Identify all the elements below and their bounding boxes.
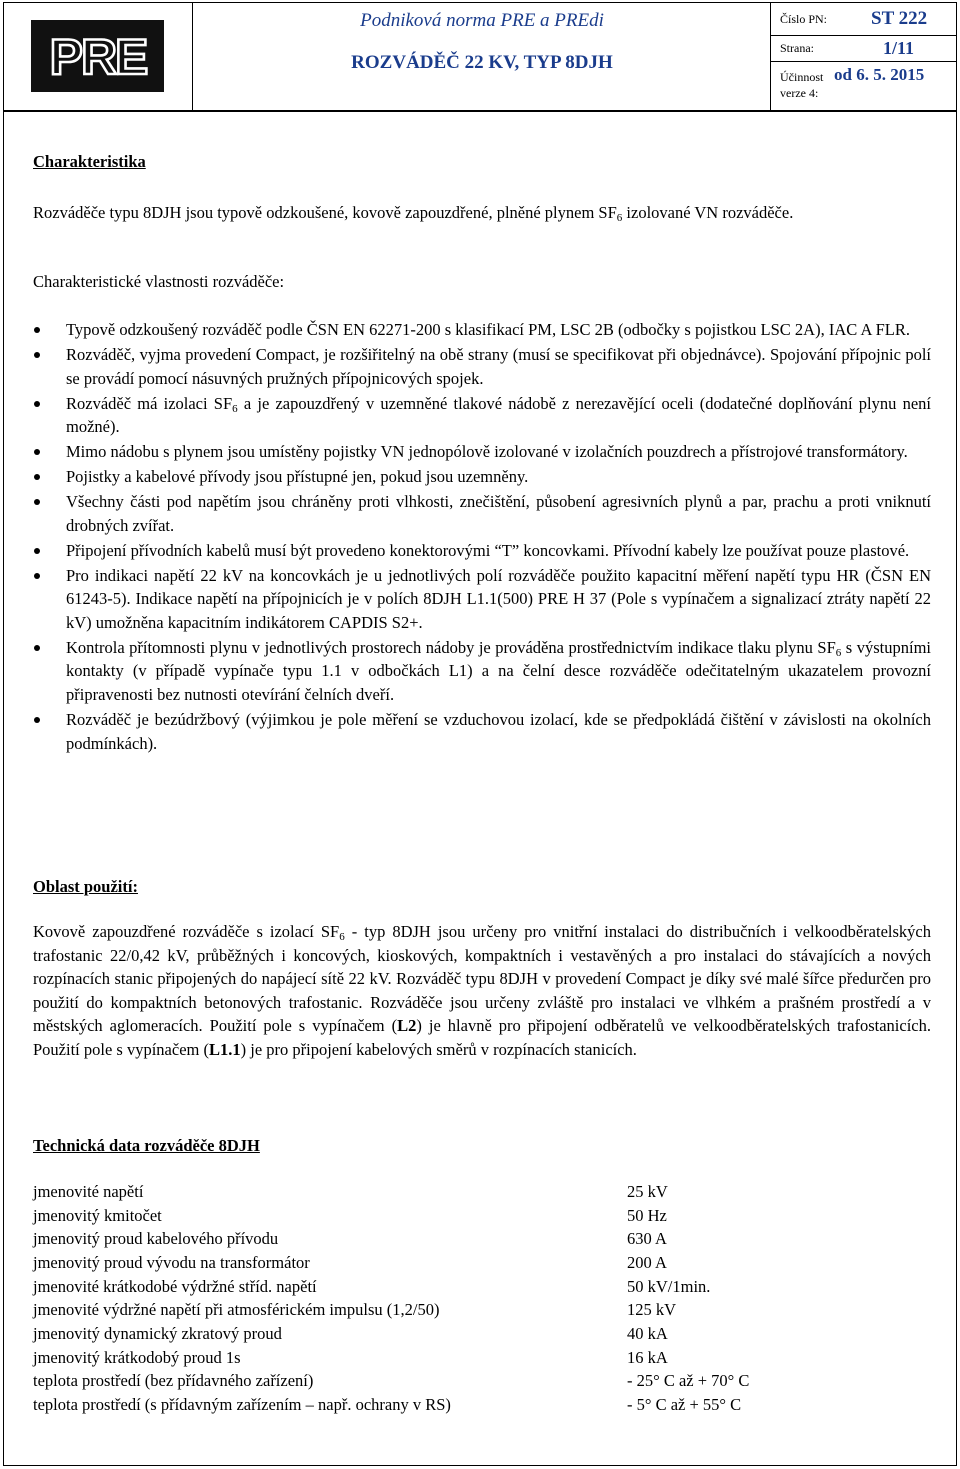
- table-row: [33, 1253, 933, 1277]
- row-label: teplota prostředí (s přídavným zařízením – např. ochrany v RS): [33, 1395, 451, 1414]
- properties-list: [33, 318, 931, 757]
- list-item: [33, 343, 931, 390]
- header-meta-cell: [771, 2, 957, 110]
- row-value: 200 A: [627, 1253, 667, 1272]
- table-row: [33, 1348, 933, 1372]
- row-label: jmenovité napětí: [33, 1182, 144, 1201]
- list-item-text: Rozváděč má izolaci SF: [66, 393, 233, 413]
- bullet-icon: [34, 401, 40, 407]
- strana-row: [771, 36, 957, 62]
- table-row: [33, 1277, 933, 1301]
- bullet-icon: [34, 717, 40, 723]
- pre-logo: [31, 20, 164, 92]
- row-label: jmenovitý proud kabelového přívodu: [33, 1229, 279, 1248]
- table-row: [33, 1229, 933, 1253]
- row-label: teplota prostředí (bez přídavného zařízení): [33, 1371, 314, 1390]
- technical-title: Technická data rozváděče 8DJH: [33, 1136, 260, 1155]
- table-row: [33, 1182, 933, 1206]
- bullet-icon: [34, 352, 40, 358]
- bullet-icon: [34, 645, 40, 651]
- row-value: 50 Hz: [627, 1206, 667, 1225]
- cislo-label: Číslo PN:: [780, 12, 828, 26]
- ucinnost-row: [771, 62, 957, 110]
- list-item-text: Pojistky a kabelové přívody jsou přístupné jen, pokud jsou uzemněny.: [66, 467, 529, 487]
- oblast-text-mid: - typ 8DJH jsou určeny pro vnitřní instalaci do distribučních i velkoodběratelských trafostanic 22/0,42 kV, průběžných i koncových, kioskových, kompaktních i vestavěných a pro instalaci do stávajících a nových rozpínacích stanic připojených do napájecí sítě 22 kV. Rozváděč typu 8DJH v provedení Compact je díky své malé šířce předurčen pro použití do kompaktních betonových trafostanic. Rozváděče jsou určeny zvláště pro instalaci ve vlhkém a prašném prostředí a v městských aglomeracích. Použití pole s vypínačem (: [33, 922, 931, 1036]
- cislo-value: ST 222: [871, 8, 928, 29]
- charakteristika-title: Charakteristika: [33, 152, 146, 171]
- row-value: 40 kA: [627, 1324, 668, 1343]
- list-item: [33, 708, 931, 755]
- list-item: [33, 636, 931, 707]
- bullet-icon: [34, 573, 40, 579]
- intro-subscript: 6: [616, 212, 623, 224]
- list-item: [33, 564, 931, 635]
- list-item-text: Všechny části pod napětím jsou chráněny proti vlhkosti, znečištění, působení agresivních plynů a par, prachu a proti vniknutí drobných zvířat.: [66, 492, 931, 535]
- list-item: [33, 392, 931, 439]
- list-item: [33, 440, 931, 464]
- table-row: [33, 1324, 933, 1348]
- pre-logo-mark: [39, 32, 157, 80]
- list-item-subscript: 6: [835, 646, 842, 659]
- list-item-text-end: a je zapouzdřený v uzemněné tlakové nádobě z nerezavějící oceli (dodatečné doplňování plynu není možné).: [66, 393, 931, 437]
- bullet-icon: [34, 474, 40, 480]
- intro-text: Rozváděče typu 8DJH jsou typově odzkoušené, kovově zapouzdřené, plněné plynem SF: [33, 203, 617, 222]
- list-item: [33, 318, 931, 342]
- document-header: [3, 2, 957, 112]
- intro-text-end: izolované VN rozváděče.: [622, 203, 794, 222]
- bullet-icon: [34, 449, 40, 455]
- list-item-subscript: 6: [232, 402, 238, 415]
- list-item-text: Typově odzkoušený rozváděč podle ČSN EN 62271-200 s klasifikací PM, LSC 2B (odbočky s pojistkou LSC 2A), IAC A FLR.: [66, 320, 910, 339]
- row-label: jmenovitý krátkodobý proud 1s: [33, 1348, 241, 1367]
- verze-label: verze 4:: [780, 86, 819, 100]
- oblast-subscript: 6: [339, 931, 345, 943]
- row-value: - 5° C až + 55° C: [627, 1395, 742, 1414]
- cislo-row: [771, 2, 957, 36]
- oblast-paragraph: [33, 920, 931, 1062]
- properties-heading: Charakteristické vlastnosti rozváděče:: [33, 272, 285, 291]
- oblast-text: Kovově zapouzdřené rozváděče s izolací SF: [33, 922, 340, 941]
- row-label: jmenovité výdržné napětí při atmosférickém impulsu (1,2/50): [33, 1300, 440, 1319]
- logo-cell: [3, 2, 193, 110]
- strana-value: 1/11: [883, 38, 915, 58]
- strana-label: Strana:: [780, 41, 814, 55]
- list-item-text: Pro indikaci napětí 22 kV na koncovkách je u jednotlivých polí rozváděče použito kapacitní měření napětí typu HR (ČSN EN 61243-5). Indikace napětí na přípojnicích je v polích 8DJH L1.1(500) PRE H 37 (Pole s vypínačem a signalizací ztráty napětí 22 kV) umožněna kapacitním indikátorem CAPDIS S2+.: [66, 565, 931, 632]
- ucinnost-value: od 6. 5. 2015: [834, 65, 925, 84]
- list-item-text: Rozváděč je bezúdržbový (výjimkou je pole měření se vzduchovou izolací, kde se předpokládá čištění v závislosti na okolních podmínkách).: [66, 710, 931, 753]
- row-value: 25 kV: [627, 1182, 668, 1201]
- bullet-icon: [34, 548, 40, 554]
- row-label: jmenovité krátkodobé výdržné stříd. napětí: [33, 1277, 317, 1296]
- oblast-text-mid2: ) je hlavně pro připojení odběratelů ve velkoodběratelských trafostanicích. Použití pole s vypínačem (: [33, 1016, 931, 1059]
- row-value: - 25° C až + 70° C: [627, 1371, 750, 1390]
- row-label: jmenovitý kmitočet: [33, 1206, 162, 1225]
- pre-logo-text: PRE: [49, 32, 146, 80]
- norm-name: Podniková norma PRE a PREdi: [360, 10, 604, 31]
- row-label: jmenovitý proud vývodu na transformátor: [33, 1253, 310, 1272]
- header-title-cell: [193, 2, 771, 110]
- bullet-icon: [34, 327, 40, 333]
- ucinnost-label: Účinnost: [780, 70, 824, 84]
- oblast-text-end: ) je pro připojení kabelových směrů v rozpínacích stanicích.: [240, 1039, 637, 1059]
- table-row: [33, 1300, 933, 1324]
- row-label: jmenovitý dynamický zkratový proud: [33, 1324, 282, 1343]
- oblast-bold-l11: L1.1: [208, 1039, 241, 1059]
- list-item: [33, 539, 931, 563]
- table-row: [33, 1206, 933, 1230]
- oblast-title: Oblast použití:: [33, 877, 138, 896]
- table-row: [33, 1395, 933, 1419]
- list-item: [33, 490, 931, 537]
- list-item-text: Kontrola přítomnosti plynu v jednotlivých prostorech nádoby je prováděna prostřednictvím indikace tlaku plynu SF: [66, 637, 836, 657]
- row-value: 50 kV/1min.: [627, 1277, 711, 1296]
- bullet-icon: [34, 499, 40, 505]
- list-item-text: Rozváděč, vyjma provedení Compact, je rozšiřitelný na obě strany (musí se specifikovat při objednávce). Spojování přípojnic polí se provádí pomocí násuvných pružných přípojnicových spojek.: [66, 344, 931, 388]
- charakteristika-intro: [33, 201, 931, 225]
- list-item-text: Připojení přívodních kabelů musí být provedeno konektorovými “T” koncovkami. Přívodní kabely lze používat pouze plastové.: [66, 540, 910, 560]
- row-value: 16 kA: [627, 1348, 668, 1367]
- table-row: [33, 1371, 933, 1395]
- row-value: 125 kV: [627, 1300, 677, 1319]
- list-item-text: Mimo nádobu s plynem jsou umístěny pojistky VN jednopólově izolované v izolačních pouzdrech a přístrojové transformátory.: [66, 442, 908, 462]
- row-value: 630 A: [627, 1229, 667, 1248]
- oblast-bold-l2: L2: [397, 1016, 417, 1036]
- list-item: [33, 465, 931, 489]
- document-title: ROZVÁDĚČ 22 KV, TYP 8DJH: [351, 52, 613, 73]
- list-item-text-end: s výstupními kontakty (v případě vypínače typu 1.1 v odbočkách L1) a na čelní desce rozváděče odečitatelným ukazatelem provozní připravenosti bez nutnosti otevírání čelních dveří.: [66, 637, 931, 705]
